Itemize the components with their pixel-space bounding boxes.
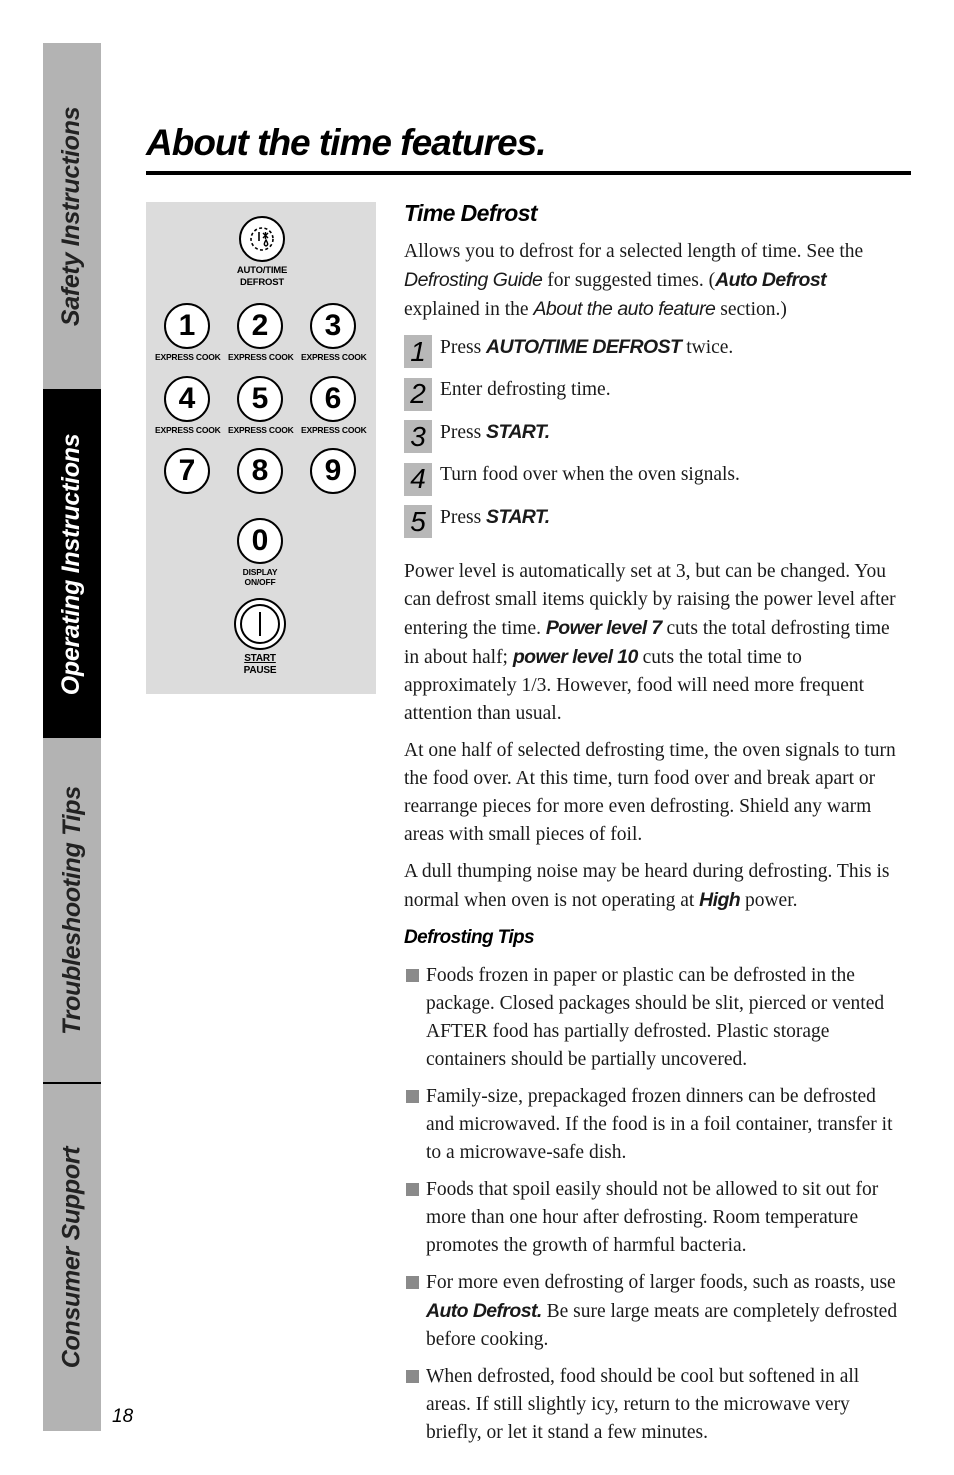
tip-item	[404, 1363, 904, 1447]
auto-defrost-emphasis: Auto Defrost.	[426, 1299, 542, 1322]
on-off-label: ON/OFF	[244, 577, 276, 587]
key-digit: 6	[310, 376, 356, 422]
auto-defrost-ref: Auto Defrost	[715, 269, 826, 291]
step-item	[404, 461, 904, 504]
tip-item	[404, 1269, 904, 1354]
square-bullet-icon	[406, 1370, 419, 1383]
tab-safety-instructions[interactable]	[43, 43, 101, 391]
step-emphasis: START.	[486, 421, 550, 443]
key-4	[155, 376, 219, 435]
express-cook-label: EXPRESS COOK	[228, 352, 294, 362]
high-emphasis: High	[699, 888, 741, 911]
paragraph-text: cuts the total defrosting time in about half;	[404, 617, 890, 668]
intro-text: explained in the	[404, 299, 534, 320]
intro-text: Allows you to defrost for a selected length of time. See the	[404, 241, 864, 262]
content-column	[404, 198, 904, 1456]
section-title: Time Defrost	[404, 200, 537, 226]
noise-paragraph	[404, 858, 904, 915]
tab-label: Operating Instructions	[57, 433, 86, 696]
step-text: twice.	[681, 337, 734, 358]
paragraph-text: A dull thumping noise may be heard during defrosting. This is normal when oven is not operating at	[404, 860, 890, 911]
tab-troubleshooting-tips[interactable]	[43, 738, 101, 1084]
express-cook-label: EXPRESS COOK	[301, 352, 367, 362]
half-time-paragraph: At one half of selected defrosting time, the oven signals to turn the food over. At this time, turn food over and break apart or rearrange pieces for more even defrosting. Shield any warm areas with small pieces of foil.	[404, 739, 896, 845]
key-1	[155, 303, 219, 362]
about-auto-feature-ref: About the auto feature	[533, 298, 716, 320]
express-cook-label: EXPRESS COOK	[155, 425, 221, 435]
step-number: 1	[404, 335, 432, 368]
side-tabs	[43, 43, 101, 1431]
key-5	[228, 376, 292, 435]
step-text: Enter defrosting time.	[440, 378, 611, 400]
step-number: 5	[404, 505, 432, 538]
key-digit: 2	[237, 303, 283, 349]
tab-label: Safety Instructions	[57, 106, 86, 326]
intro-text: section.)	[715, 299, 787, 320]
tip-text: Family-size, prepackaged frozen dinners can be defrosted and microwaved. If the food is in a foil container, transfer it to a microwave-safe dish.	[426, 1085, 893, 1163]
start-pause-key	[228, 598, 292, 677]
tip-item	[404, 1176, 904, 1260]
power-level-10-emphasis: power level 10	[512, 645, 638, 668]
step-number: 4	[404, 463, 432, 496]
square-bullet-icon	[406, 969, 419, 982]
paragraph-text: Power level is automatically set at 3, but can be changed. You can defrost small items quickly by raising the power level after entering the time.	[404, 560, 896, 639]
defrosting-guide-ref: Defrosting Guide	[404, 269, 543, 291]
display-label: DISPLAY	[242, 567, 278, 577]
start-label: START	[244, 653, 276, 664]
tip-text: For more even defrosting of larger foods, such as roasts, use	[426, 1271, 896, 1293]
paragraph-text: power.	[740, 889, 798, 911]
step-text: Press	[440, 422, 487, 443]
step-text: Press	[440, 507, 487, 528]
key-digit: 1	[164, 303, 210, 349]
auto-time-defrost-key	[222, 216, 302, 289]
key-digit: 3	[310, 303, 356, 349]
key-2	[228, 303, 292, 362]
key-6	[301, 376, 365, 435]
key-digit: 8	[237, 448, 283, 494]
keypad-illustration	[146, 202, 376, 694]
tips-title: Defrosting Tips	[404, 926, 534, 948]
key-9	[301, 448, 365, 494]
step-item	[404, 333, 904, 376]
step-item	[404, 418, 904, 461]
key-8	[228, 448, 292, 494]
page-title: About the time features.	[146, 122, 546, 163]
step-emphasis: AUTO/TIME DEFROST	[486, 336, 682, 358]
key-0	[228, 518, 292, 587]
key-7	[155, 448, 219, 494]
key-digit: 7	[164, 448, 210, 494]
step-item	[404, 503, 904, 546]
tip-text: Be sure large meats are completely defrosted before cooking.	[426, 1300, 898, 1350]
key-digit: 4	[164, 376, 210, 422]
tip-item	[404, 1083, 904, 1167]
intro-text: for suggested times. (	[542, 270, 716, 291]
express-cook-label: EXPRESS COOK	[228, 425, 294, 435]
tab-label: Troubleshooting Tips	[57, 785, 86, 1035]
step-number: 3	[404, 420, 432, 453]
step-number: 2	[404, 378, 432, 411]
page-number: 18	[112, 1406, 134, 1427]
auto-time-label: AUTO/TIME	[236, 265, 288, 276]
tab-label: Consumer Support	[57, 1146, 86, 1369]
step-text: Press	[440, 337, 487, 358]
intro-paragraph	[404, 238, 904, 324]
key-digit: 0	[237, 518, 283, 564]
tab-operating-instructions[interactable]	[43, 391, 101, 738]
key-3	[301, 303, 365, 362]
steps-list	[404, 333, 904, 546]
square-bullet-icon	[406, 1090, 419, 1103]
tip-item	[404, 962, 904, 1074]
tab-consumer-support[interactable]	[43, 1084, 101, 1431]
tip-text: Foods that spoil easily should not be allowed to sit out for more than one hour after defrosting. Room temperature promotes the growth of harmful bacteria.	[426, 1178, 879, 1256]
step-item	[404, 376, 904, 419]
express-cook-label: EXPRESS COOK	[301, 425, 367, 435]
key-digit: 9	[310, 448, 356, 494]
defrost-label: DEFROST	[240, 277, 284, 288]
square-bullet-icon	[406, 1276, 419, 1289]
step-text: Turn food over when the oven signals.	[440, 463, 740, 485]
tip-text: When defrosted, food should be cool but softened in all areas. If still slightly icy, return to the microwave very briefly, or let it stand a few minutes.	[426, 1365, 860, 1443]
paragraph-text: cuts the total time to approximately 1/3. However, food will need more frequent attention than usual.	[404, 646, 865, 724]
title-rule	[146, 171, 911, 175]
defrost-icon	[239, 216, 285, 262]
pause-label: PAUSE	[243, 665, 277, 676]
power-level-7-emphasis: Power level 7	[545, 616, 662, 639]
power-icon	[234, 598, 286, 650]
tip-text: Foods frozen in paper or plastic can be defrosted in the package. Closed packages should be slit, pierced or vented AFTER food has partially defrosted. Plastic storage containers should be partially uncovered.	[426, 964, 885, 1070]
step-emphasis: START.	[486, 506, 550, 528]
square-bullet-icon	[406, 1183, 419, 1196]
key-digit: 5	[237, 376, 283, 422]
power-level-paragraph	[404, 558, 904, 728]
express-cook-label: EXPRESS COOK	[155, 352, 221, 362]
